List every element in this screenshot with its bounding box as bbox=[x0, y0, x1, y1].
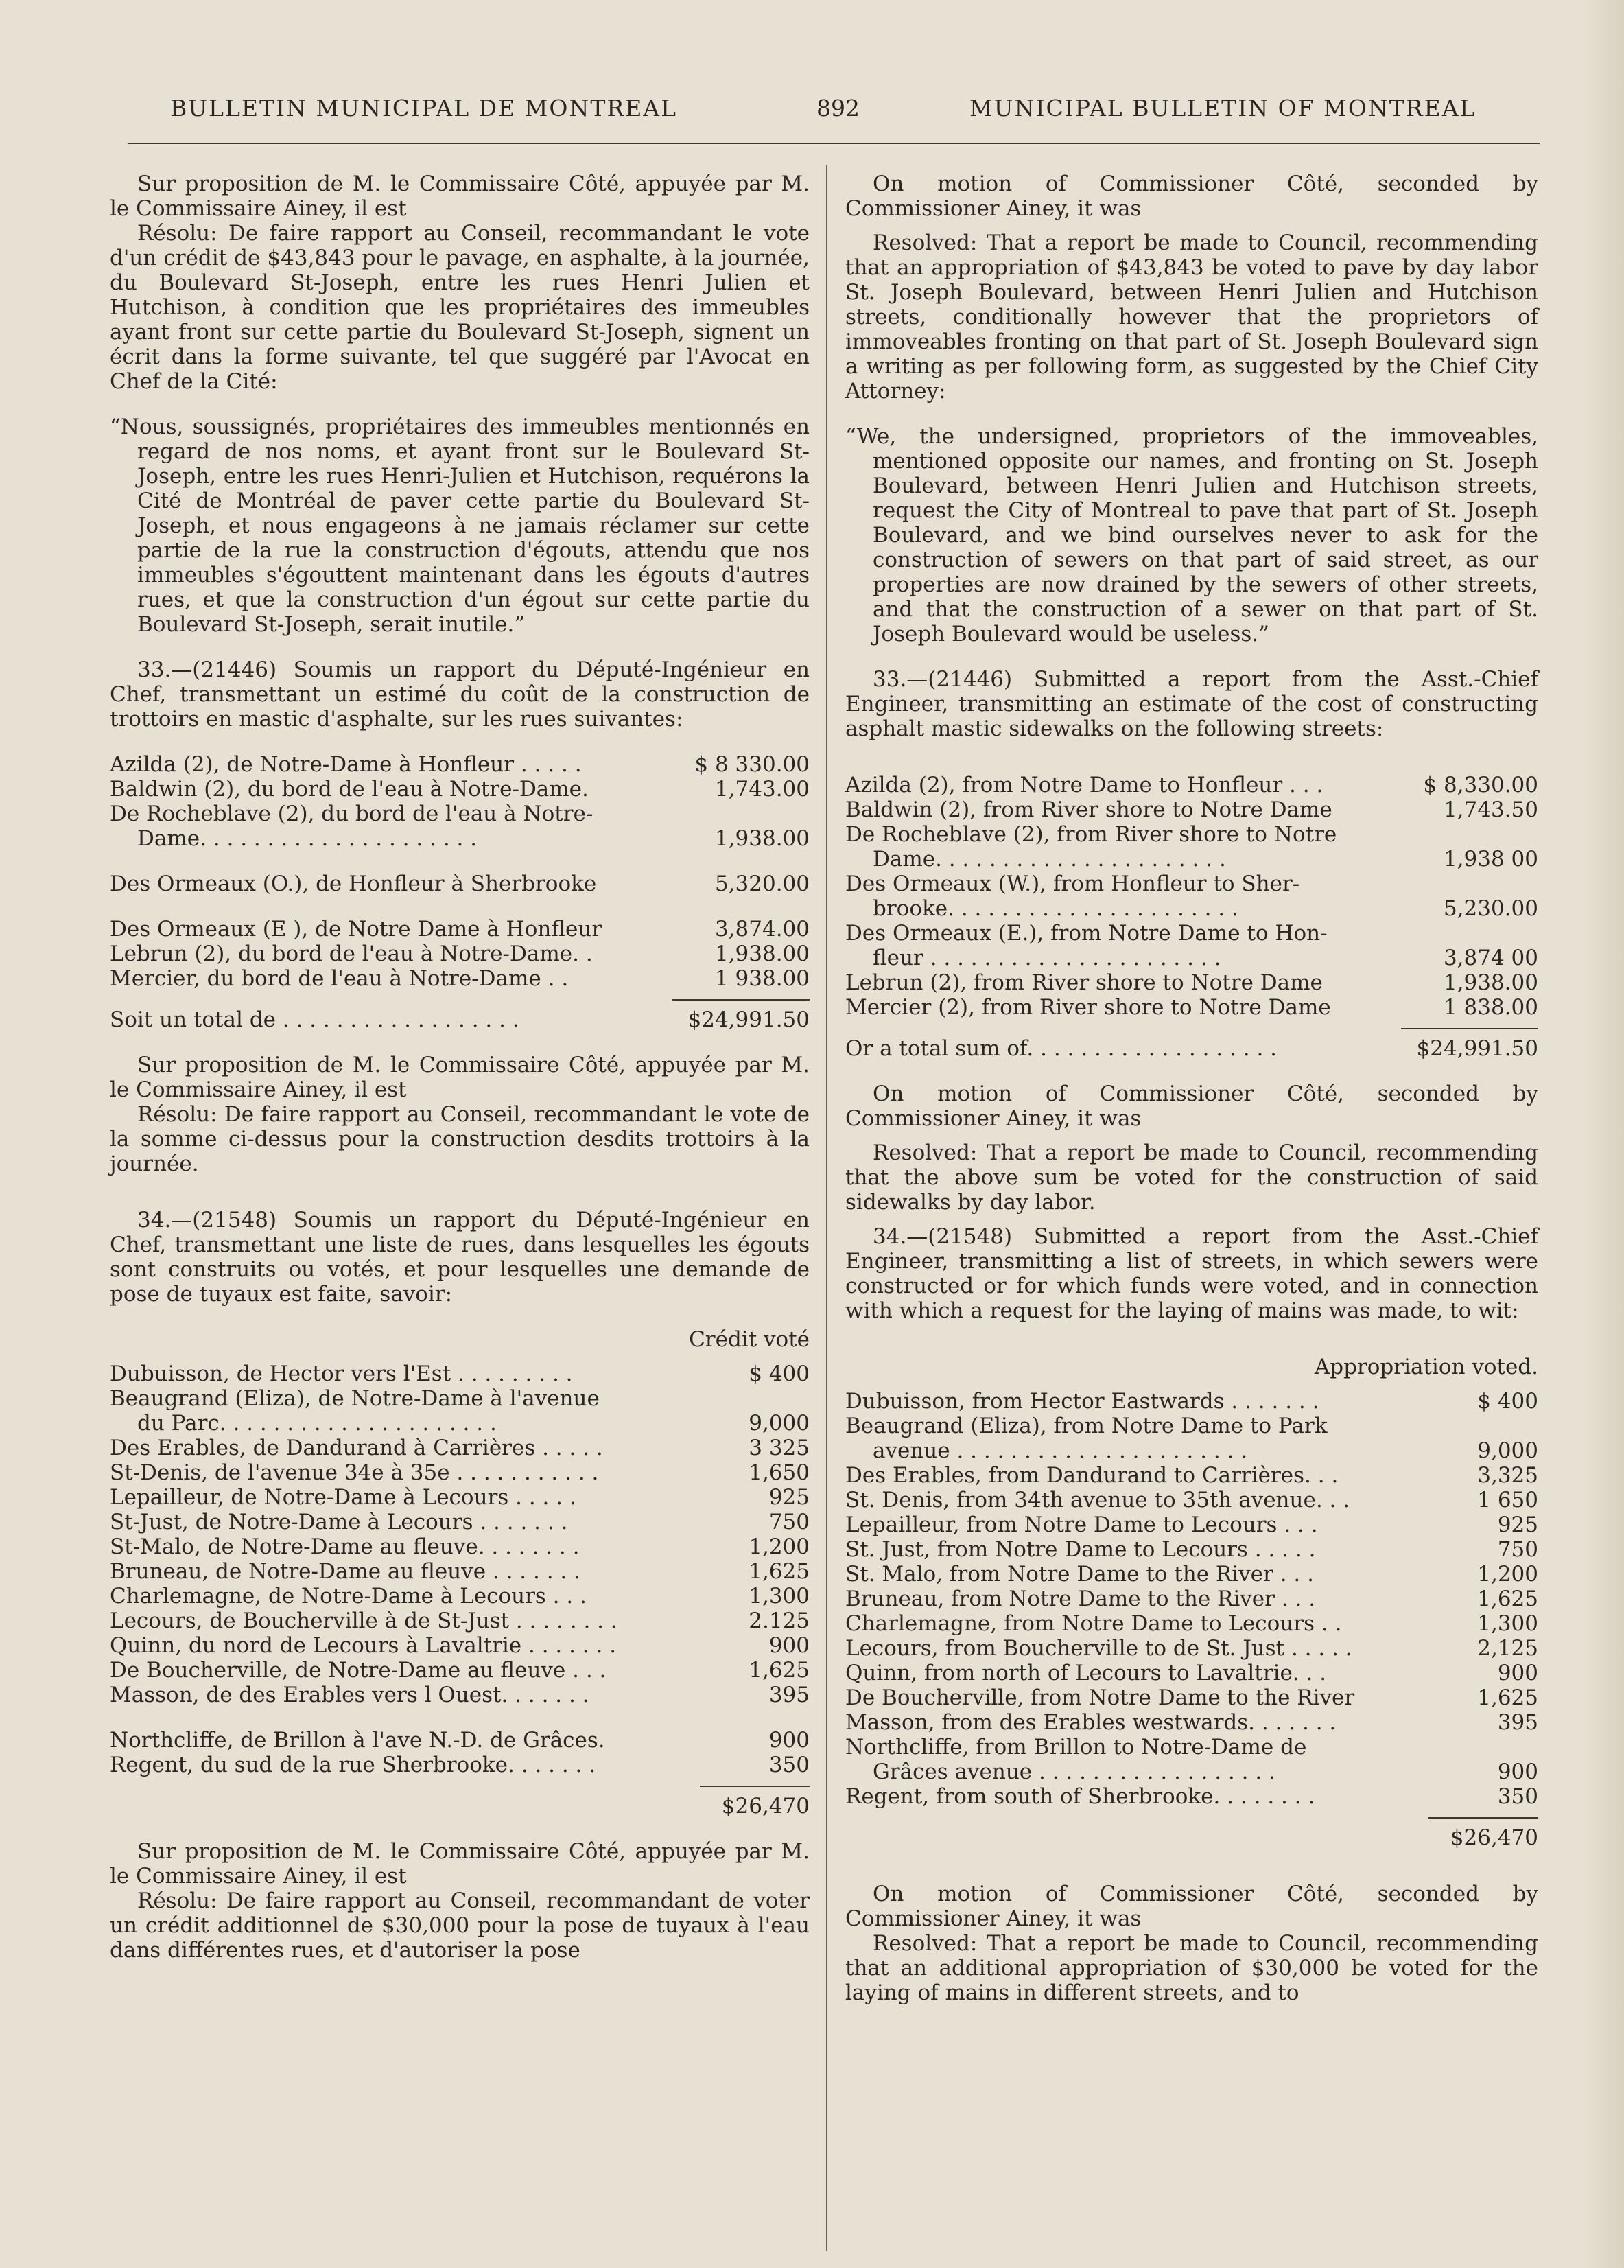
resolution-paragraph: Resolved: That a report be made to Council, recommending that an appropriation of $43,843 be voted to pave by day labor St. Joseph Boulevard, between Henri Julien and Hutchison streets, conditionally however that the proprietors of immoveables fronting on that part of St. Joseph Boulevard sign a writing as per following form, as suggested by the Chief City Attorney: bbox=[845, 231, 1538, 404]
page-header bbox=[0, 95, 1624, 129]
total-row: Or a total sum of. . . . . . . . . . . . . . . . . . . $24,991.50 bbox=[845, 1036, 1538, 1061]
table-row: Beaugrand (Eliza), from Notre Dame to Park bbox=[845, 1414, 1328, 1438]
table-row: avenue . . . . . . . . . . . . . . . . . . . . . . 9,000 bbox=[873, 1438, 1538, 1463]
item-34-paragraph: 34.—(21548) Submitted a report from the Asst.-Chief Engineer, transmitting a list of streets, in which sewers were constructed or for which funds were voted, and in connection with which a request for the laying of mains was made, to wit: bbox=[845, 1224, 1538, 1323]
table-row: Des Erables, de Dandurand à Carrières . . . . . 3 325 bbox=[110, 1436, 810, 1460]
table-row: Des Ormeaux (E ), de Notre Dame à Honfleur 3,874.00 bbox=[110, 917, 810, 942]
header-title-french: BULLETIN MUNICIPAL DE MONTREAL bbox=[170, 95, 678, 121]
header-title-english: MUNICIPAL BULLETIN OF MONTREAL bbox=[969, 95, 1476, 121]
mains-table bbox=[845, 1355, 1538, 1850]
item-33-paragraph: 33.—(21446) Submitted a report from the Asst.-Chief Engineer, transmitting an estimate of the cost of constructing asphalt mastic sidewalks on the following streets: bbox=[845, 667, 1538, 741]
table-row: Des Erables, from Dandurand to Carrières. . . 3,325 bbox=[845, 1463, 1538, 1488]
table-row: Beaugrand (Eliza), de Notre-Dame à l'avenue bbox=[110, 1386, 600, 1411]
sum-rule bbox=[1401, 1028, 1538, 1029]
table-row: St-Malo, de Notre-Dame au fleuve. . . . . . . . 1,200 bbox=[110, 1534, 810, 1559]
table-row: Dame. . . . . . . . . . . . . . . . . . . . . . 1,938 00 bbox=[873, 847, 1538, 872]
table-row: De Boucherville, from Notre Dame to the River 1,625 bbox=[845, 1685, 1538, 1710]
table-row: Lebrun (2), du bord de l'eau à Notre-Dame. . 1,938.00 bbox=[110, 942, 810, 966]
table-row: Dame. . . . . . . . . . . . . . . . . . . . . 1,938.00 bbox=[137, 826, 810, 851]
table-row: fleur . . . . . . . . . . . . . . . . . . . . . . 3,874 00 bbox=[873, 946, 1538, 970]
page-edge bbox=[1583, 0, 1624, 2268]
header-rule bbox=[128, 143, 1540, 144]
motion-paragraph: Sur proposition de M. le Commissaire Côté, appuyée par M. le Commissaire Ainey, il est bbox=[110, 1053, 810, 1102]
table-header: Crédit voté bbox=[689, 1327, 810, 1352]
table-row: Lecours, de Boucherville à de St-Just . . . . . . . . 2.125 bbox=[110, 1609, 810, 1633]
motion-paragraph: On motion of Commissioner Côté, seconded by Commissioner Ainey, it was bbox=[845, 1882, 1538, 1931]
french-column bbox=[110, 172, 810, 1963]
column-divider bbox=[826, 165, 827, 2251]
table-row: Lepailleur, from Notre Dame to Lecours . . . 925 bbox=[845, 1512, 1538, 1537]
sum-rule bbox=[672, 999, 810, 1001]
table-row: Azilda (2), from Notre Dame to Honfleur . . . $ 8,330.00 bbox=[845, 773, 1538, 797]
table-row: Mercier (2), from River shore to Notre Dame 1 838.00 bbox=[845, 995, 1538, 1020]
table-row: Lecours, from Boucherville to de St. Just . . . . . 2,125 bbox=[845, 1636, 1538, 1661]
table-row: Azilda (2), de Notre-Dame à Honfleur . . . . . $ 8 330.00 bbox=[110, 752, 810, 777]
table-row: Northcliffe, from Brillon to Notre-Dame de bbox=[845, 1735, 1307, 1760]
table-row: brooke. . . . . . . . . . . . . . . . . . . . . . 5,230.00 bbox=[873, 896, 1538, 921]
table-row: Des Ormeaux (E.), from Notre Dame to Hon- bbox=[845, 921, 1328, 946]
table-row: Dubuisson, de Hector vers l'Est . . . . . . . . . $ 400 bbox=[110, 1361, 810, 1386]
sum-rule bbox=[700, 1786, 810, 1787]
item-34-paragraph: 34.—(21548) Soumis un rapport du Député-Ingénieur en Chef, transmettant une liste de rues, dans lesquelles les égouts sont construits ou votés, et pour lesquelles une demande de pose de tuyaux est faite, savoir: bbox=[110, 1208, 810, 1307]
table-row: Charlemagne, de Notre-Dame à Lecours . . . 1,300 bbox=[110, 1584, 810, 1609]
table-row: De Boucherville, de Notre-Dame au fleuve . . . 1,625 bbox=[110, 1658, 810, 1683]
resolution-paragraph: Résolu: De faire rapport au Conseil, recommandant le vote d'un crédit de $43,843 pour le pavage, en asphalte, à la journée, du Boulevard St-Joseph, entre les rues Henri Julien et Hutchison, à condition que les propriétaires des immeubles ayant front sur cette partie du Boulevard St-Joseph, signent un écrit dans la forme suivante, tel que suggéré par l'Avocat en Chef de la Cité: bbox=[110, 221, 810, 394]
table-row: Des Ormeaux (O.), de Honfleur à Sherbrooke 5,320.00 bbox=[110, 872, 810, 896]
table-header: Appropriation voted. bbox=[1314, 1355, 1538, 1379]
table-row: Des Ormeaux (W.), from Honfleur to Sher- bbox=[845, 872, 1300, 896]
resolution-paragraph: Resolved: That a report be made to Council, recommending that the above sum be voted for the construction of said sidewalks by day labor. bbox=[845, 1141, 1538, 1215]
resolution-paragraph: Resolved: That a report be made to Council, recommending that an additional appropriation of $30,000 be voted for the laying of mains in different streets, and to bbox=[845, 1931, 1538, 2005]
english-column bbox=[845, 172, 1538, 2005]
sidewalk-table bbox=[845, 773, 1538, 1061]
resolution-paragraph: Résolu: De faire rapport au Conseil, recommandant le vote de la somme ci-dessus pour la construction desdits trottoirs à la journée. bbox=[110, 1102, 810, 1176]
item-33-paragraph: 33.—(21446) Soumis un rapport du Député-Ingénieur en Chef, transmettant un estimé du coût de la construction de trottoirs en mastic d'asphalte, sur les rues suivantes: bbox=[110, 657, 810, 732]
table-row: St-Just, de Notre-Dame à Lecours . . . . . . . 750 bbox=[110, 1510, 810, 1534]
table-row: St. Just, from Notre Dame to Lecours . . . . . 750 bbox=[845, 1537, 1538, 1562]
table-row: St. Denis, from 34th avenue to 35th avenue. . . 1 650 bbox=[845, 1488, 1538, 1512]
total-row: $26,470 bbox=[1450, 1825, 1538, 1850]
table-row: De Rocheblave (2), du bord de l'eau à Notre- bbox=[110, 802, 593, 826]
motion-paragraph: On motion of Commissioner Côté, seconded by Commissioner Ainey, it was bbox=[845, 1082, 1538, 1131]
total-row: $26,470 bbox=[721, 1794, 810, 1819]
quoted-undertaking: “Nous, soussignés, propriétaires des immeubles mentionnés en regard de nos noms, et ayant front sur le Boulevard St-Joseph, entre les rues Henri-Julien et Hutchison, requérons la Cité de Montréal de paver cette partie du Boulevard St-Joseph, et nous engageons à ne jamais réclamer sur cette partie de la rue la construction d'égouts, attendu que nos immeubles s'égouttent maintenant dans les égouts d'autres rues, et que la construction d'un égout sur cette partie du Boulevard St-Joseph, serait inutile.” bbox=[110, 414, 810, 637]
table-row: Mercier, du bord de l'eau à Notre-Dame . . 1 938.00 bbox=[110, 966, 810, 991]
table-row: Regent, from south of Sherbrooke. . . . . . . . 350 bbox=[845, 1784, 1538, 1809]
table-row: Baldwin (2), from River shore to Notre Dame 1,743.50 bbox=[845, 797, 1538, 822]
total-row: Soit un total de . . . . . . . . . . . . . . . . . . $24,991.50 bbox=[110, 1007, 810, 1032]
table-row: Masson, de des Erables vers l Ouest. . . . . . . 395 bbox=[110, 1683, 810, 1707]
table-row: Quinn, from north of Lecours to Lavaltrie. . . 900 bbox=[845, 1661, 1538, 1685]
table-row: Regent, du sud de la rue Sherbrooke. . . . . . . 350 bbox=[110, 1753, 810, 1777]
table-row: Masson, from des Erables westwards. . . . . . . 395 bbox=[845, 1710, 1538, 1735]
table-row: Grâces avenue . . . . . . . . . . . . . . . . . . 900 bbox=[873, 1760, 1538, 1784]
table-row: De Rocheblave (2), from River shore to Notre bbox=[845, 822, 1337, 847]
sidewalk-table bbox=[110, 752, 810, 1032]
motion-paragraph: Sur proposition de M. le Commissaire Côté, appuyée par M. le Commissaire Ainey, il est bbox=[110, 1839, 810, 1889]
resolution-paragraph: Résolu: De faire rapport au Conseil, recommandant de voter un crédit additionnel de $30,000 pour la pose de tuyaux à l'eau dans différentes rues, et d'autoriser la pose bbox=[110, 1889, 810, 1963]
table-row: Charlemagne, from Notre Dame to Lecours . . 1,300 bbox=[845, 1611, 1538, 1636]
table-row: Baldwin (2), du bord de l'eau à Notre-Dame. 1,743.00 bbox=[110, 777, 810, 802]
table-row: du Parc. . . . . . . . . . . . . . . . . . . . . 9,000 bbox=[137, 1411, 810, 1436]
motion-paragraph: On motion of Commissioner Côté, seconded by Commissioner Ainey, it was bbox=[845, 172, 1538, 221]
table-row: Bruneau, from Notre Dame to the River . . . 1,625 bbox=[845, 1587, 1538, 1611]
motion-paragraph: Sur proposition de M. le Commissaire Côté, appuyée par M. le Commissaire Ainey, il est bbox=[110, 172, 810, 221]
table-row: Quinn, du nord de Lecours à Lavaltrie . . . . . . . 900 bbox=[110, 1633, 810, 1658]
table-row: Bruneau, de Notre-Dame au fleuve . . . . . . . 1,625 bbox=[110, 1559, 810, 1584]
table-row: St. Malo, from Notre Dame to the River . . . 1,200 bbox=[845, 1562, 1538, 1587]
quoted-undertaking: “We, the undersigned, proprietors of the immoveables, mentioned opposite our names, and fronting on St. Joseph Boulevard, between Henri Julien and Hutchison streets, request the City of Montreal to pave that part of St. Joseph Boulevard, and we bind ourselves never to ask for the construction of sewers on that part of said street, as our properties are now drained by the sewers of other streets, and that the construction of a sewer on that part of St. Joseph Boulevard would be useless.” bbox=[845, 424, 1538, 646]
mains-table bbox=[110, 1327, 810, 1819]
sum-rule bbox=[1428, 1817, 1538, 1819]
table-row: Lebrun (2), from River shore to Notre Dame 1,938.00 bbox=[845, 970, 1538, 995]
page-number: 892 bbox=[816, 95, 860, 121]
table-row: Lepailleur, de Notre-Dame à Lecours . . . . . 925 bbox=[110, 1485, 810, 1510]
table-row: St-Denis, de l'avenue 34e à 35e . . . . . . . . . . . 1,650 bbox=[110, 1460, 810, 1485]
table-row: Northcliffe, de Brillon à l'ave N.-D. de Grâces. 900 bbox=[110, 1728, 810, 1753]
table-row: Dubuisson, from Hector Eastwards . . . . . . . $ 400 bbox=[845, 1389, 1538, 1414]
